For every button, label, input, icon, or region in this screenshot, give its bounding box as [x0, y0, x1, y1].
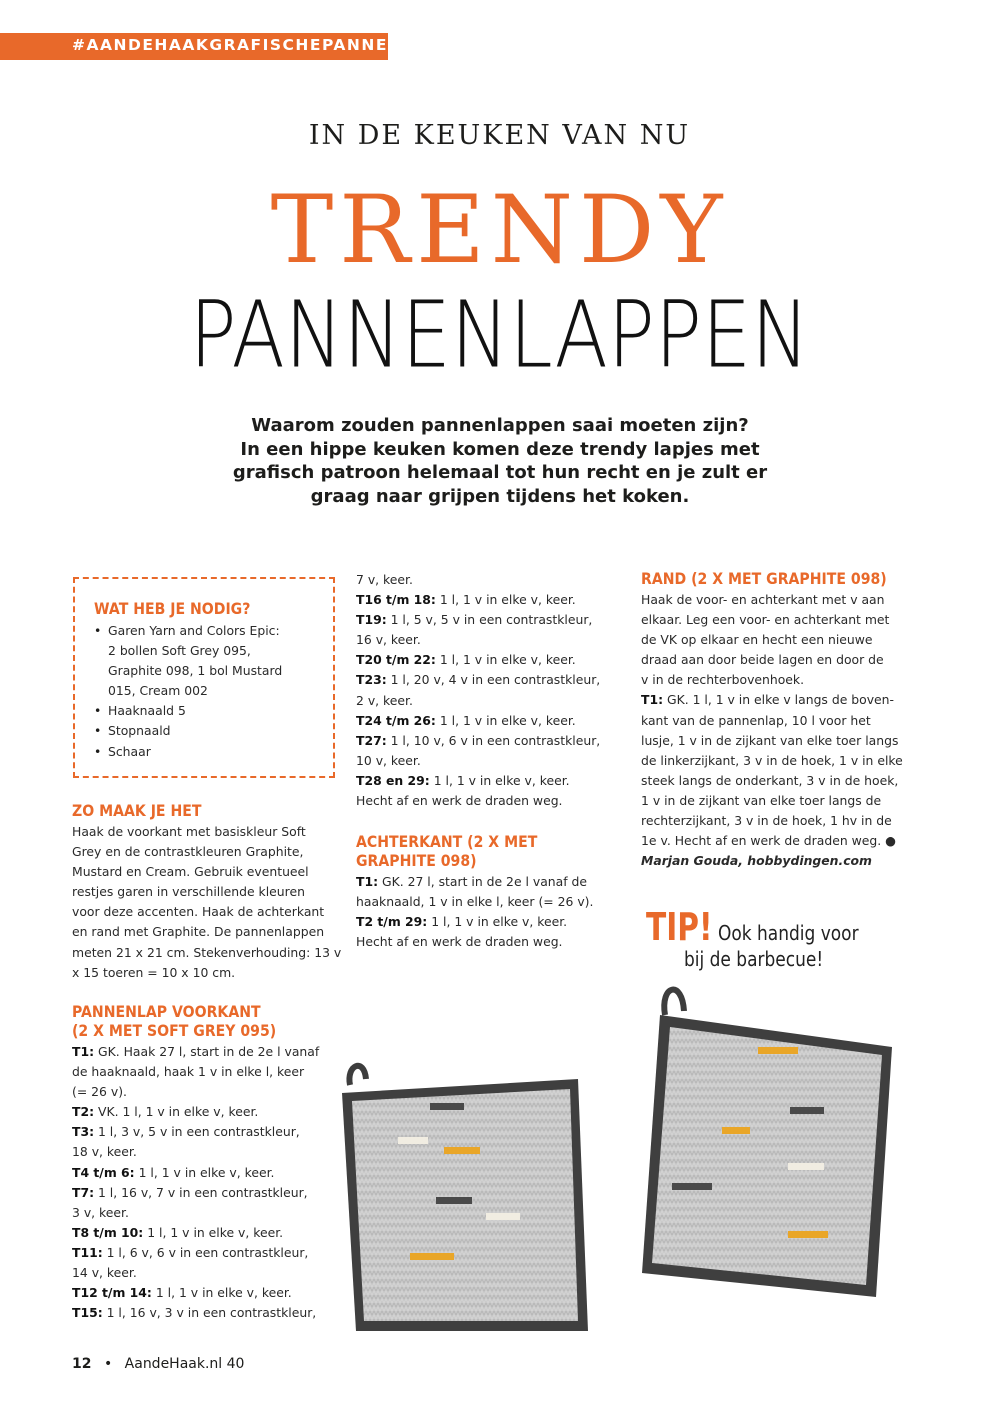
instruction-line [72, 1263, 319, 1283]
row-text: 2 v, keer. [356, 692, 413, 708]
row-text: GK. 27 l, start in de 2e l vanaf de [378, 874, 588, 889]
row-key: T7: [72, 1184, 95, 1200]
row-key: T19: [356, 612, 387, 628]
row-text: rechterzijkant, 3 v in de hoek, 1 hv in de [641, 813, 892, 829]
signature: Marjan Gouda, hobbydingen.com [641, 853, 872, 869]
back-heading: GRAPHITE 098) [356, 851, 477, 870]
row-text: 1 l, 16 v, 7 v in een contrastkleur, [94, 1184, 308, 1200]
row-text: 1 v in de zijkant van elke toer langs de [641, 792, 882, 808]
instruction-line [641, 711, 920, 731]
instruction-line [72, 1122, 319, 1142]
instruction-line [356, 751, 600, 771]
row-text: 16 v, keer. [356, 632, 421, 648]
row-text: de VK op elkaar en hecht een nieuwe [641, 632, 873, 648]
instruction-line [356, 892, 593, 912]
instruction-line [356, 731, 600, 751]
howto-line: Mustard en Cream. Gebruik eventueel [72, 864, 309, 880]
howto-heading: ZO MAAK JE HET [72, 801, 202, 820]
intro-paragraph [210, 414, 790, 508]
row-text: v in de rechterbovenhoek. [641, 672, 805, 688]
instruction-line [641, 811, 920, 831]
instruction-line [356, 791, 600, 811]
row-text: de haaknaald, haak 1 v in elke l, keer [72, 1064, 305, 1080]
instruction-line [356, 650, 600, 670]
potholders-photo [320, 975, 900, 1345]
row-text: de linkerzijkant, 3 v in de hoek, 1 v in elke [641, 752, 903, 768]
row-text: steek langs de onderkant, 3 v in de hoek, [641, 772, 899, 788]
row-text: haaknaald, 1 v in elke l, keer (= 26 v). [356, 894, 594, 910]
row-text: Haak de voor- en achterkant met v aan [641, 592, 885, 607]
instruction-line [641, 590, 920, 610]
instruction-line [72, 1303, 319, 1323]
instruction-line [72, 1243, 319, 1263]
instruction-line [356, 630, 600, 650]
row-key: T2 t/m 29: [356, 914, 428, 930]
instruction-line [641, 650, 920, 670]
intro-line: Waarom zouden pannenlappen saai moeten zijn? [251, 415, 749, 436]
row-text: elkaar. Leg een voor- en achterkant met [641, 612, 890, 628]
title-pannenlappen: PANNENLAPPEN [189, 282, 810, 390]
row-text: Hecht af en werk de draden weg. [356, 934, 563, 950]
requirements-content [94, 599, 324, 762]
footer-separator: • [103, 1356, 113, 1372]
tip-callout [646, 905, 906, 985]
instruction-line [641, 630, 920, 650]
row-text: 1 l, 1 v in elke v, keer. [435, 592, 576, 608]
instruction-line [72, 1042, 319, 1062]
instruction-line [641, 731, 920, 751]
intro-line: graag naar grijpen tijdens het koken. [310, 485, 690, 507]
howto-line: x 15 toeren = 10 x 10 cm. [72, 964, 236, 980]
row-text: 18 v, keer. [72, 1144, 137, 1160]
requirements-list [94, 621, 324, 762]
instruction-line [641, 670, 920, 690]
row-text: VK. 1 l, 1 v in elke v, keer. [94, 1104, 259, 1120]
howto-line: voor deze accenten. Haak de achterkant [72, 904, 325, 920]
instruction-line [72, 1223, 319, 1243]
tip-line: bij de barbecue! [684, 947, 824, 971]
row-key: T15: [72, 1305, 103, 1321]
row-text: 1 l, 16 v, 3 v in een contrastkleur, [102, 1305, 317, 1321]
row-text: (= 26 v). [72, 1084, 127, 1100]
row-key: T11: [72, 1244, 103, 1260]
row-text: 1 l, 1 v in elke v, keer. [143, 1224, 284, 1240]
row-text: 10 v, keer. [356, 752, 421, 768]
row-text: 14 v, keer. [72, 1265, 137, 1281]
list-item: • Garen Yarn and Colors Epic: 2 bollen Soft Grey 095, Graphite 098, 1 bol Mustard 015, Cream 002 [94, 621, 324, 701]
instruction-line [72, 1283, 319, 1303]
kicker: IN DE KEUKEN VAN NU [308, 120, 691, 151]
row-text: 1 l, 6 v, 6 v in een contrastkleur, [102, 1244, 309, 1260]
instruction-line [356, 912, 593, 932]
instruction-line [356, 570, 600, 590]
edge-heading: RAND (2 X MET GRAPHITE 098) [641, 569, 887, 588]
intro-line: In een hippe keuken komen deze trendy lapjes met [240, 438, 760, 460]
row-text: 1 l, 1 v in elke v, keer. [429, 772, 570, 788]
front-cont-rows [356, 570, 600, 811]
instruction-line [72, 1183, 319, 1203]
hashtag-banner [0, 33, 441, 60]
row-key: T2: [72, 1104, 95, 1120]
row-key: T23: [356, 672, 387, 688]
row-text: 3 v, keer. [72, 1204, 129, 1220]
back-rows [356, 872, 593, 952]
row-key: T16 t/m 18: [356, 592, 436, 608]
row-text: GK. Haak 27 l, start in de 2e l vanaf [94, 1044, 320, 1059]
instruction-line [72, 1082, 319, 1102]
potholder-right [642, 990, 892, 1297]
instruction-line [72, 1142, 319, 1162]
instruction-line [72, 1062, 319, 1082]
instruction-line [356, 610, 600, 630]
instruction-line [356, 670, 600, 690]
row-text: 1 l, 3 v, 5 v in een contrastkleur, [94, 1124, 300, 1140]
instruction-line [641, 690, 920, 710]
back-section [356, 832, 593, 952]
row-text: 1 l, 20 v, 4 v in een contrastkleur, [386, 672, 601, 688]
howto-line: meten 21 x 21 cm. Stekenverhouding: 13 v [72, 944, 342, 960]
row-key: T3: [72, 1124, 95, 1140]
front-heading: (2 X MET SOFT GREY 095) [72, 1021, 277, 1040]
potholder-left [342, 1066, 588, 1331]
row-text: 1e v. Hecht af en werk de draden weg. ● [641, 833, 896, 849]
row-key: T4 t/m 6: [72, 1164, 135, 1180]
row-key: T20 t/m 22: [356, 652, 436, 668]
front-continued [356, 570, 600, 811]
row-text: 7 v, keer. [356, 572, 413, 587]
row-key: T27: [356, 732, 387, 748]
list-item: • Schaar [94, 742, 324, 762]
row-key: T12 t/m 14: [72, 1285, 152, 1301]
row-text: draad aan door beide lagen en door de [641, 652, 884, 668]
instruction-line [641, 831, 920, 851]
howto-line: restjes garen in verschillende kleuren [72, 884, 305, 900]
magazine-name: AandeHaak.nl 40 [124, 1356, 245, 1372]
back-heading: ACHTERKANT (2 X MET [356, 832, 538, 851]
intro-line: grafisch patroon helemaal tot hun recht en je zult er [232, 462, 768, 483]
row-key: T24 t/m 26: [356, 712, 436, 728]
instruction-line [356, 932, 593, 952]
howto-section [72, 801, 341, 983]
row-text: 1 l, 1 v in elke v, keer. [151, 1285, 292, 1301]
hashtag-text: #AANDEHAAKGRAFISCHEPANNENLAP [72, 36, 441, 54]
row-text: lusje, 1 v in de zijkant van elke toer langs [641, 732, 899, 748]
row-text: 1 l, 1 v in elke v, keer. [427, 914, 568, 930]
howto-line: Haak de voorkant met basiskleur Soft [72, 824, 306, 839]
row-key: T1: [72, 1044, 95, 1059]
instruction-line [356, 691, 600, 711]
instruction-line [72, 1203, 319, 1223]
instruction-line [72, 1163, 319, 1183]
requirements-heading: WAT HEB JE NODIG? [94, 599, 251, 618]
instruction-line [356, 590, 600, 610]
row-key: T1: [641, 692, 664, 708]
instruction-line [641, 771, 920, 791]
tip-label: TIP! [646, 905, 713, 949]
row-key: T8 t/m 10: [72, 1224, 144, 1240]
row-text: 1 l, 10 v, 6 v in een contrastkleur, [386, 732, 601, 748]
instruction-line [356, 711, 600, 731]
howto-line: en rand met Graphite. De pannenlappen [72, 924, 325, 940]
instruction-line [641, 791, 920, 811]
row-text: 1 l, 1 v in elke v, keer. [435, 652, 576, 668]
page-number: 12 [72, 1356, 92, 1372]
edge-section [641, 569, 920, 871]
front-rows [72, 1042, 319, 1323]
instruction-line [641, 751, 920, 771]
instruction-line [356, 872, 593, 892]
row-text: GK. 1 l, 1 v in elke v langs de boven- [663, 692, 894, 708]
front-section [72, 1002, 319, 1323]
row-text: Hecht af en werk de draden weg. [356, 793, 563, 809]
row-text: kant van de pannenlap, 10 l voor het [641, 712, 871, 728]
title-trendy: TRENDY [270, 176, 729, 285]
row-text: 1 l, 1 v in elke v, keer. [134, 1164, 275, 1180]
row-text: 1 l, 5 v, 5 v in een contrastkleur, [386, 612, 593, 628]
row-key: T28 en 29: [356, 772, 430, 788]
instruction-line [641, 610, 920, 630]
list-item: • Haaknaald 5 [94, 701, 324, 721]
row-text: 1 l, 1 v in elke v, keer. [435, 712, 576, 728]
page-footer [72, 1356, 244, 1372]
howto-line: Grey en de contrastkleuren Graphite, [72, 844, 304, 860]
instruction-line [72, 1102, 319, 1122]
edge-rows [641, 590, 920, 851]
list-item: • Stopnaald [94, 721, 324, 741]
row-key: T1: [356, 874, 379, 889]
tip-line: Ook handig voor [718, 921, 859, 945]
instruction-line [356, 771, 600, 791]
front-heading: PANNENLAP VOORKANT [72, 1002, 261, 1021]
